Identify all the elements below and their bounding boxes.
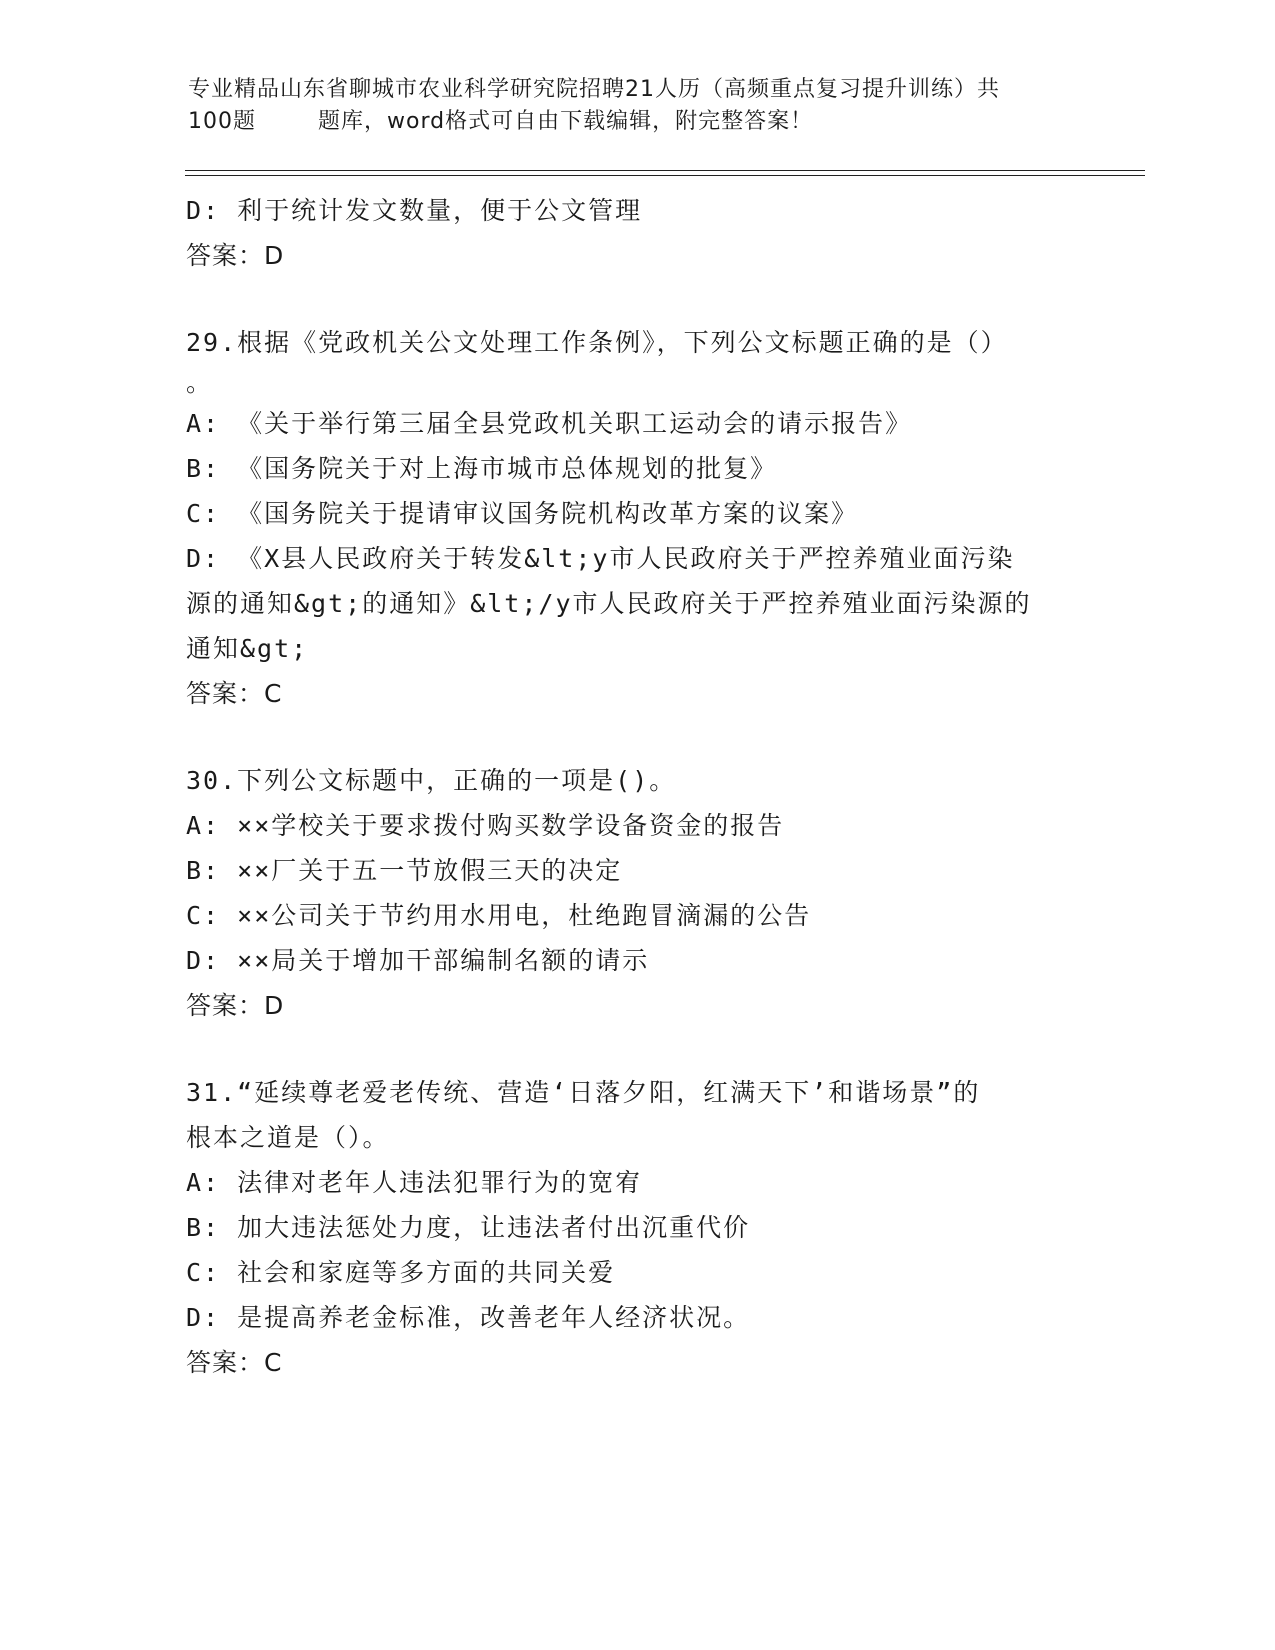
- option-d-cont: 通知&gt;: [186, 634, 309, 663]
- option-d: D: ××局关于增加干部编制名额的请示: [186, 946, 650, 975]
- header-question-count: 100题: [188, 109, 256, 134]
- previous-question-tail: [186, 188, 1086, 278]
- question-30: [186, 758, 1086, 1028]
- answer: 答案：D: [186, 991, 285, 1020]
- question-31: [186, 1070, 1086, 1385]
- option-a: A: ××学校关于要求拨付购买数学设备资金的报告: [186, 811, 785, 840]
- option-d-cont: 源的通知&gt;的通知》&lt;/y市人民政府关于严控养殖业面污染源的: [186, 589, 1032, 618]
- option-d: D: 《X县人民政府关于转发&lt;y市人民政府关于严控养殖业面污染: [186, 544, 1015, 573]
- question-stem: 30.下列公文标题中，正确的一项是()。: [186, 766, 677, 795]
- question-29: [186, 320, 1086, 716]
- option-c: C: 《国务院关于提请审议国务院机构改革方案的议案》: [186, 499, 859, 528]
- header-title-line2: [188, 106, 1088, 138]
- answer: 答案：C: [186, 1348, 283, 1377]
- header-divider-top: [185, 170, 1145, 171]
- option-d: D: 利于统计发文数量，便于公文管理: [186, 196, 643, 225]
- header-title-line1: 专业精品山东省聊城市农业科学研究院招聘21人历（高频重点复习提升训练）共: [188, 77, 1000, 102]
- option-b: B: 《国务院关于对上海市城市总体规划的批复》: [186, 454, 778, 483]
- option-b: B: ××厂关于五一节放假三天的决定: [186, 856, 623, 885]
- header-title-rest: 题库，word格式可自由下载编辑，附完整答案！: [318, 109, 814, 134]
- option-a: A: 《关于举行第三届全县党政机关职工运动会的请示报告》: [186, 409, 913, 438]
- question-stem-cont: 根本之道是（）。: [186, 1123, 390, 1152]
- option-b: B: 加大违法惩处力度，让违法者付出沉重代价: [186, 1213, 751, 1242]
- page-header: [188, 74, 1088, 138]
- question-stem: 31.“延续尊老爱老传统、营造‘日落夕阳，红满天下’和谐场景”的: [186, 1078, 981, 1107]
- option-c: C: 社会和家庭等多方面的共同关爱: [186, 1258, 616, 1287]
- option-a: A: 法律对老年人违法犯罪行为的宽宥: [186, 1168, 643, 1197]
- option-c: C: ××公司关于节约用水用电，杜绝跑冒滴漏的公告: [186, 901, 812, 930]
- question-stem-cont: 。: [186, 368, 214, 397]
- header-divider-bottom: [185, 175, 1145, 176]
- answer: 答案：C: [186, 679, 283, 708]
- option-d: D: 是提高养老金标准，改善老年人经济状况。: [186, 1303, 751, 1332]
- question-stem: 29.根据《党政机关公文处理工作条例》，下列公文标题正确的是（）: [186, 328, 1008, 357]
- answer: 答案：D: [186, 241, 285, 270]
- question-content: [186, 188, 1086, 1385]
